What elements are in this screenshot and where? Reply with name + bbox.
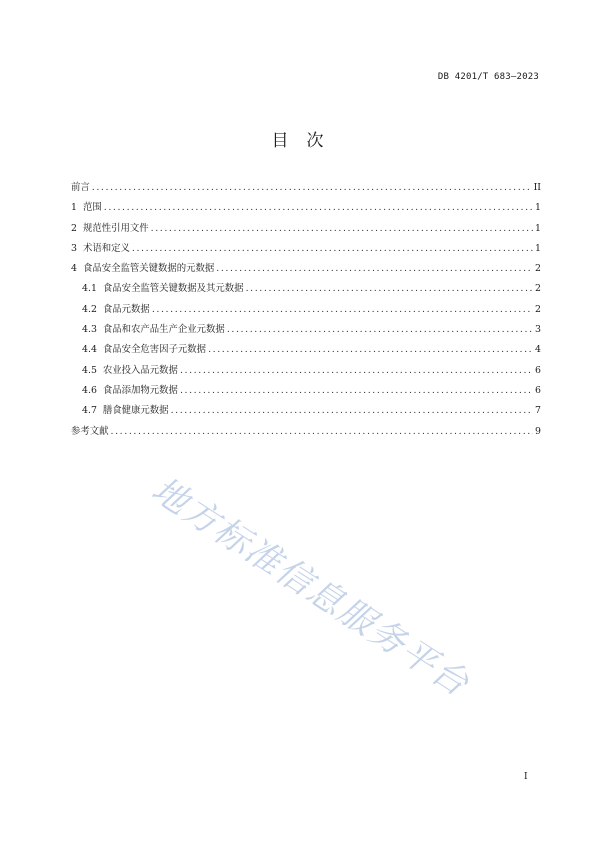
toc-entry[interactable] (71, 239, 541, 259)
toc-entry-number: 4.4 (82, 344, 97, 356)
toc-entry-number: 4.7 (82, 405, 97, 417)
toc-entry-label: 参考文献 (71, 425, 109, 437)
toc-entry[interactable] (71, 320, 541, 340)
toc-entry-number: 3 (71, 242, 77, 254)
toc-entry-page: 7 (535, 405, 541, 417)
toc-entry-page: 6 (535, 364, 541, 376)
toc-entry-page: 2 (535, 263, 541, 275)
toc-entry-number: 2 (71, 222, 77, 234)
toc-entry-label: 食品和农产品生产企业元数据 (102, 324, 225, 336)
toc-entry-page: 1 (535, 222, 541, 234)
toc-entry-label: 术语和定义 (82, 242, 130, 254)
toc-entry-number: 4 (71, 263, 77, 275)
toc-entry-label: 农业投入品元数据 (102, 364, 178, 376)
toc-entry-page: 1 (535, 202, 541, 214)
toc-dot-leader (104, 198, 533, 218)
toc-dot-leader (208, 340, 533, 360)
toc-entry-number: 4.3 (82, 324, 97, 336)
toc-entry-number: 4.1 (82, 283, 97, 295)
document-code: DB 4201/T 683—2023 (437, 72, 539, 82)
toc-entry-page: 2 (535, 283, 541, 295)
toc-entry[interactable] (71, 300, 541, 320)
toc-dot-leader (171, 401, 533, 421)
toc-dot-leader (151, 219, 533, 239)
toc-dot-leader (227, 320, 533, 340)
toc-entry[interactable] (71, 259, 541, 279)
toc-entry-label: 前言 (71, 182, 90, 193)
toc-entry-page: 3 (535, 324, 541, 336)
toc-dot-leader (132, 239, 533, 259)
toc-entry-label: 食品安全监管关键数据的元数据 (82, 263, 215, 275)
toc-entry[interactable] (71, 340, 541, 360)
toc-entry-label: 食品安全监管关键数据及其元数据 (102, 283, 244, 295)
toc-dot-leader (92, 178, 532, 198)
toc-entry[interactable] (71, 178, 541, 198)
toc-entry[interactable] (71, 401, 541, 421)
toc-entry-page: II (533, 182, 541, 193)
toc-entry-page: 9 (535, 425, 541, 437)
toc-dot-leader (180, 361, 533, 381)
toc-entry[interactable] (71, 219, 541, 239)
toc-entry-page: 2 (535, 303, 541, 315)
toc-entry-page: 4 (535, 344, 541, 356)
table-of-contents (71, 178, 541, 442)
watermark: 地方标准信息服务平台 (144, 469, 477, 706)
toc-dot-leader (152, 300, 533, 320)
toc-entry[interactable] (71, 381, 541, 401)
toc-entry[interactable] (71, 422, 541, 442)
toc-entry-number: 1 (71, 202, 77, 214)
toc-entry-number: 4.6 (82, 384, 97, 396)
toc-entry-label: 食品安全危害因子元数据 (102, 344, 207, 356)
page-number: I (524, 772, 528, 782)
toc-dot-leader (246, 279, 533, 299)
toc-entry-number: 4.5 (82, 364, 97, 376)
toc-entry[interactable] (71, 279, 541, 299)
toc-entry-number: 4.2 (82, 303, 97, 315)
toc-dot-leader (180, 381, 533, 401)
toc-entry-page: 1 (535, 242, 541, 254)
toc-entry-label: 食品元数据 (102, 303, 150, 315)
toc-entry-label: 膳食健康元数据 (102, 405, 169, 417)
toc-dot-leader (111, 422, 534, 442)
toc-entry-label: 范围 (82, 202, 102, 214)
toc-entry[interactable] (71, 361, 541, 381)
toc-entry-label: 食品添加物元数据 (102, 384, 178, 396)
toc-entry-page: 6 (535, 384, 541, 396)
toc-dot-leader (216, 259, 533, 279)
toc-entry-label: 规范性引用文件 (82, 222, 149, 234)
toc-title: 目次 (271, 131, 342, 151)
toc-entry[interactable] (71, 198, 541, 218)
